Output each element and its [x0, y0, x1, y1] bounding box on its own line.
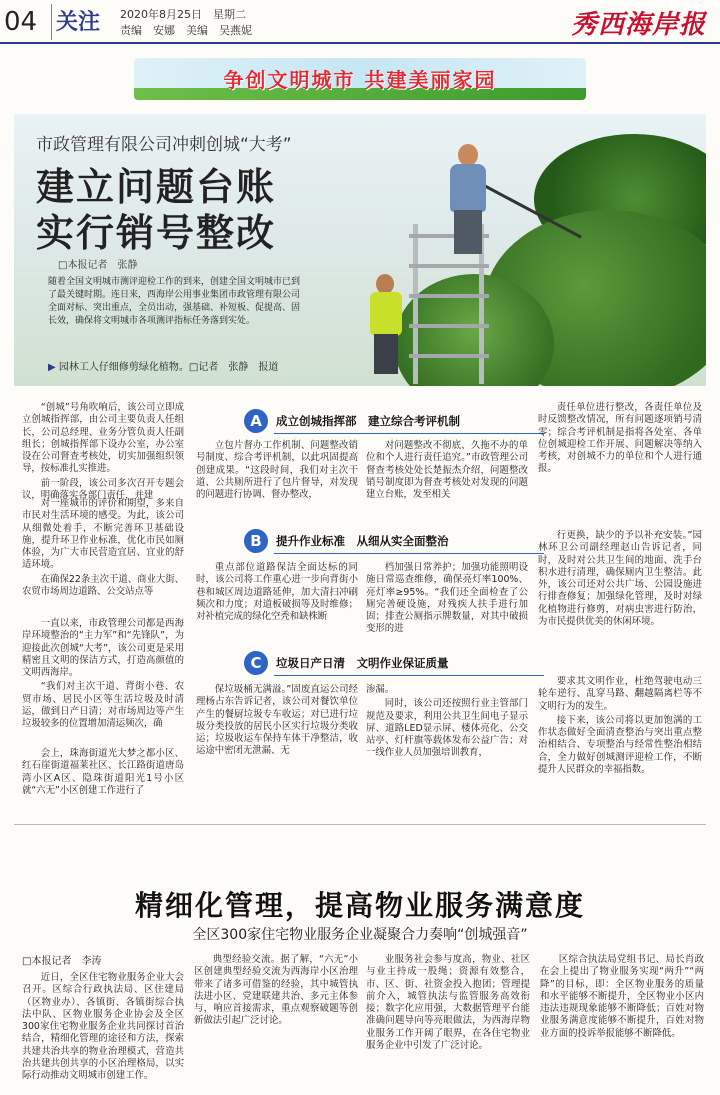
paragraph: 对问题整改不彻底、久拖不办的单位和个人进行责任追究。”市政管理公司督查考核处处长楚振杰介绍，问题整改销号制度即为督查考核处对发现的问题建立台账，发至相关 [366, 440, 528, 501]
hero-photo [14, 114, 706, 386]
paragraph: 行更换，缺少的予以补充安装。”园林环卫公司副经理赵山告诉记者，同时，及时对公共卫生间的地面、洗手台积水进行清理，确保厕内卫生整洁。此外，该公司还对公共广场、公园设施进行排查修复；加强绿化管理，及时对绿化植物进行修剪，对病虫害进行防治，为市民提供优美的休闲环境。 [538, 530, 702, 628]
caption-text: 园林工人仔细修剪绿化植物。□记者 张静 报道 [58, 362, 279, 373]
section-letter-a: A [244, 409, 268, 433]
paragraph: 责任单位进行整改，各责任单位及时反馈整改情况，所有问题逐项销号清零；综合考评机制是指将各处室、各单位创城迎检工作开展、问题解决等纳入考核，对创城不力的单位和个人进行通报。 [538, 402, 702, 475]
slogan-banner [134, 58, 586, 100]
section-letter-b: B [244, 529, 268, 553]
page-number: 04 [4, 4, 52, 40]
article-kicker: 市政管理有限公司冲刺创城“大考” [36, 135, 292, 155]
divider [14, 824, 706, 825]
article1-col4b [538, 530, 702, 630]
paragraph: 对一座城市的评价和期望，多来自市民对生活环境的感受。为此，该公司从细微处着手，不断完善环卫基础设施，提升环卫作业标准，优化市民如厕体验，为广大市民营造宜居、宜业的舒适环境。 [22, 498, 184, 571]
article-lead: 随着全国文明城市测评迎检工作的到来，创建全国文明城市已到了最关键时期。连日来，西海岸公用事业集团市政管理有限公司全面对标、突出重点，全员出动，强基础、补短板、促提高、固长效，确保将文明城市各项测评指标任务落到实处。 [48, 277, 301, 326]
paragraph: 档加强日常养护；加强功能照明设施日常巡查维修，确保亮灯率100%、亮灯率≥95%。“我们还全面检查了公厕完善硬设施，对残疾人扶手进行加固；排查公厕指示牌数量，对其中破损变形的进 [366, 562, 528, 635]
banner-text: 争创文明城市 共建美丽家园 [223, 68, 497, 92]
paragraph: 区综合执法局党组书记、局长肖政在会上提出了物业服务实现“两升”“两降”的目标，即：全区物业服务的质量和水平能够不断提升，全区物业小区内违法违规现象能够不断降低；百姓对物业服务满意度能够不断提升，百姓对物业方面的投诉举报能够不断降低。 [540, 954, 704, 1039]
paragraph: 要求其文明作业，杜绝驾驶电动三轮车逆行、乱穿马路、翻越隔离栏等不文明行为的发生。 [538, 676, 702, 712]
article1-col1 [22, 402, 184, 504]
paragraph: “我们对主次干道、背街小巷、农贸市场、居民小区等生活垃圾及时清运，做到日产日清；对市场周边等产生垃圾较多的位置增加清运频次，确 [22, 681, 184, 730]
masthead [0, 0, 720, 44]
subhead-b [244, 530, 544, 552]
article2-subtitle: 全区300家住宅物业服务企业凝聚合力奏响“创城强音” [192, 927, 528, 943]
paragraph: 重点部位道路保洁全面达标的同时，该公司将工作重心进一步向背街小巷和城区周边道路延伸，加大清扫冲刷频次和力度；对道板破损等及时维修；对补植完成的绿化空秃和缺株断 [196, 562, 358, 623]
paragraph: 立包片督办工作机制、问题整改销号制度、综合考评机制，以此巩固提高创建成果。“这段时间，我们对主次干道、公共厕所进行了包片督导，对发现的问题进行协调、督办整改， [196, 440, 358, 501]
paragraph: 渗漏。 [366, 684, 395, 695]
worker-in-vest [366, 274, 406, 374]
paragraph: 典型经验交流。据了解，“六无”小区创建典型经验交流为西海岸小区治理带来了诸多可借鉴的经验，其中城管执法进小区、党建联建共治、多元主体参与，响应首接需求，重点观察破题等创新做法引起广泛讨论。 [194, 954, 358, 1027]
paragraph: 业服务社会参与度高，物业、社区与业主持成一股绳；资源有效整合，市、区、街、社资金投入抱团；管理提前介入，城管执法与监管服务高效衔接；数字化应用强，大数据管理平台能准确问题导向等亮眼做法，为西海岸物业服务工作开阔了眼界，在各住宅物业服务企业中引发了广泛讨论。 [366, 954, 530, 1052]
subhead-a [244, 410, 544, 432]
paragraph: 在确保22条主次干道、商业大街、农贸市场周边道路、公交站点等 [22, 573, 184, 598]
paragraph: 一直以来，市政管理公司都是西海岸环境整治的“主力军”和“先锋队”，为迎接此次创城“大考”，该公司更是采用精密且文明的保洁方式，打造高颜值的文明西海岸。 [22, 618, 184, 679]
paragraph: 会上，珠海街道光大梦之都小区、红石崖街道福莱社区、长江路街道唐岛湾小区A区、隐珠街道阳光1号小区就“六无”小区创建工作进行了 [22, 748, 184, 796]
paper-logo: 秀西海岸报 [570, 10, 706, 40]
subhead-b-title: 提升作业标准 从细从实全面整治 [276, 534, 449, 548]
subhead-a-title: 成立创城指挥部 建立综合考评机制 [276, 414, 460, 428]
photo-caption [48, 358, 278, 373]
paragraph: “创城”号角吹响后，该公司立即成立创城指挥部，由公司主要负责人任组长，公司总经理、业务分管负责人任副组长；创城指挥部下设办公室，办公室设在公司督查考核处，切实加强组织领导，按标准扎实推进。 [22, 402, 184, 475]
article1-col3a [366, 440, 528, 503]
article1-col4c [538, 676, 702, 778]
article1-col1d [22, 748, 184, 799]
article2-col1 [22, 972, 184, 1085]
caption-marker-icon: ▶ [48, 362, 59, 373]
article2-byline: □本报记者 李涛 [22, 956, 102, 967]
subhead-c [244, 652, 544, 674]
article1-col1b [22, 498, 184, 600]
paragraph: 保垃圾桶无满溢。”固废直运公司经理杨占东告诉记者，该公司对餐饮单位产生的餐厨垃圾专车收运；对已进行垃圾分类投放的居民小区实行垃圾分类收运；垃圾收运车保持车体干净整洁，收运途中密闭无泄漏、无 [196, 684, 358, 757]
paragraph: 接下来，该公司将以更加饱满的工作状态做好全面清查整治与突出重点整治相结合、专项整治与经常性整治相结合，全力做好创城测评迎检工作，不断提升人民群众的幸福指数。 [538, 714, 702, 776]
article-title-line1: 建立问题台账 [36, 165, 277, 209]
subhead-c-title: 垃圾日产日清 文明作业保证质量 [276, 656, 449, 670]
article2-title: 精细化管理，提高物业服务满意度 [134, 889, 585, 922]
article1-col3b [366, 562, 528, 638]
editors: 责编 安娜 美编 吴燕妮 [120, 24, 252, 37]
worker-on-ladder [444, 144, 494, 254]
article1-col2c [196, 684, 358, 760]
article2-col4 [540, 954, 704, 1042]
article-byline: □本报记者 张静 [58, 260, 138, 271]
paragraph: 近日，全区住宅物业服务企业大会召开。区综合行政执法局、区住建局（区物业办）、各镇街、各镇街综合执法中队、区物业服务企业协会及全区300家住宅物业服务企业共同探讨首治结合，精细化管理的途径和方法，探索共建共治共享的物业治理模式，营造共治共建共创共享的小区治理格局，以实际行动推动文明城市创建工作。 [22, 972, 184, 1082]
article-title-line2: 实行销号整改 [36, 211, 277, 255]
article1-col3c [366, 684, 528, 762]
section-name: 关注 [56, 10, 101, 35]
article2-col3 [366, 954, 530, 1054]
article1-col4a [538, 402, 702, 478]
article1-col2b [196, 562, 358, 625]
paragraph: 同时，该公司还按照行业主管部门规范及要求，利用公共卫生间电子显示屏、道路LED显示屏、楼体亮化、公交站亭、灯杆旗等载体发布公益广告；对一线作业人员加强培训教育， [366, 698, 528, 759]
article2-col2 [194, 954, 358, 1030]
section-letter-c: C [244, 651, 268, 675]
article1-col1c [22, 618, 184, 733]
paragraph: 前一阶段，该公司多次召开专题会议，明确落实各部门责任，并建 [22, 477, 184, 502]
issue-date: 2020年8月25日 星期二 [120, 8, 246, 21]
article1-col2a [196, 440, 358, 503]
